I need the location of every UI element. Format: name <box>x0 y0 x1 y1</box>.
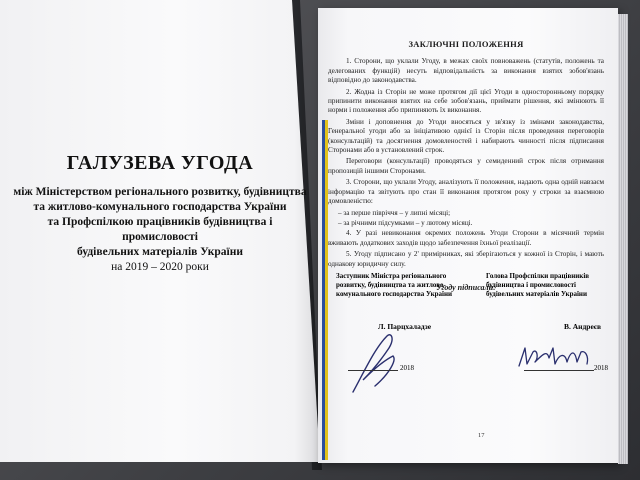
paragraph: Зміни і доповнення до Угоди вносяться у зв'язку із змінами законодавства, Генеральної угоди або за ініціативою однієї із Сторін після проведення переговорів (консультацій) та досягнення домовленостей і набирають чинності після підписання Сторонами або в установлений строк. <box>328 117 604 155</box>
subtitle-line: будівельних матеріалів України <box>77 246 243 258</box>
signature-year-right: 2018 <box>594 364 608 372</box>
page-number: 17 <box>478 432 485 439</box>
document-title: ГАЛУЗЕВА УГОДА <box>66 152 254 174</box>
paragraph: Переговори (консультації) проводяться у семиденний строк після отримання пропозицій іншими Сторонами. <box>328 157 604 175</box>
subtitle-years: на 2019 – 2020 роки <box>111 261 209 273</box>
signer-left-title: Заступник Міністра регіонального розвитку, будівництва та житлово-комунального господарства України <box>336 272 453 298</box>
paragraph: 1. Сторони, що уклали Угоду, в межах своїх повноважень (статутів, положень та делегованих функцій) несуть відповідальність за виконання взятих зобов'язань відповідно до законодавства. <box>328 57 604 85</box>
signature-line-left <box>348 370 398 371</box>
section-title: ЗАКЛЮЧНІ ПОЛОЖЕННЯ <box>408 39 524 49</box>
signer-left-name: Л. Парцхаладзе <box>378 322 432 331</box>
bullet-item: – за перше півріччя – у липні місяці; <box>338 208 451 217</box>
signature-line-right <box>524 370 594 371</box>
final-provisions-text <box>328 40 604 302</box>
paragraph: 3. Сторони, що уклали Угоду, аналізують її положення, надають одна одній навзаєм інформацію та звітують про стан її виконання протягом року у строки за взаємною домовленістю: <box>328 178 604 206</box>
bullet-item: – за річними підсумками – у лютому місяці. <box>338 218 473 227</box>
document-subtitle <box>10 185 310 275</box>
subtitle-line: та житлово-комунального господарства України <box>33 201 287 213</box>
paragraph: 5. Угоду підписано у 2' примірниках, які зберігаються у кожної із Сторін, і мають однакову юридичну силу. <box>328 250 604 268</box>
page-stack-edge <box>618 14 628 464</box>
signer-right-title: Голова Профспілки працівників будівництва і промисловості будівельних матеріалів України <box>486 272 590 298</box>
signature-left-icon <box>345 330 405 400</box>
signature-year-left: 2018 <box>400 364 414 372</box>
signed-heading: Угоду підписали: <box>436 282 496 292</box>
subtitle-line: між Міністерством регіонального розвитку, будівництва <box>13 186 307 198</box>
title-block <box>10 152 310 275</box>
paragraph: 2. Жодна із Сторін не може протягом дії цієї Угоди в односторонньому порядку припинити виконання взятих на себе зобов'язань, приймати рішення, які змінюють її норми і положення або припиняють їх виконання. <box>328 87 604 115</box>
signer-right-name: В. Андреєв <box>564 322 602 331</box>
subtitle-line: та Профспілкою працівників будівництва і промисловості <box>47 216 273 243</box>
paragraph: 4. У разі невиконання окремих положень Угоди Сторони в місячний термін вживають додаткових заходів щодо забезпечення їхньої реалізації. <box>328 229 604 247</box>
